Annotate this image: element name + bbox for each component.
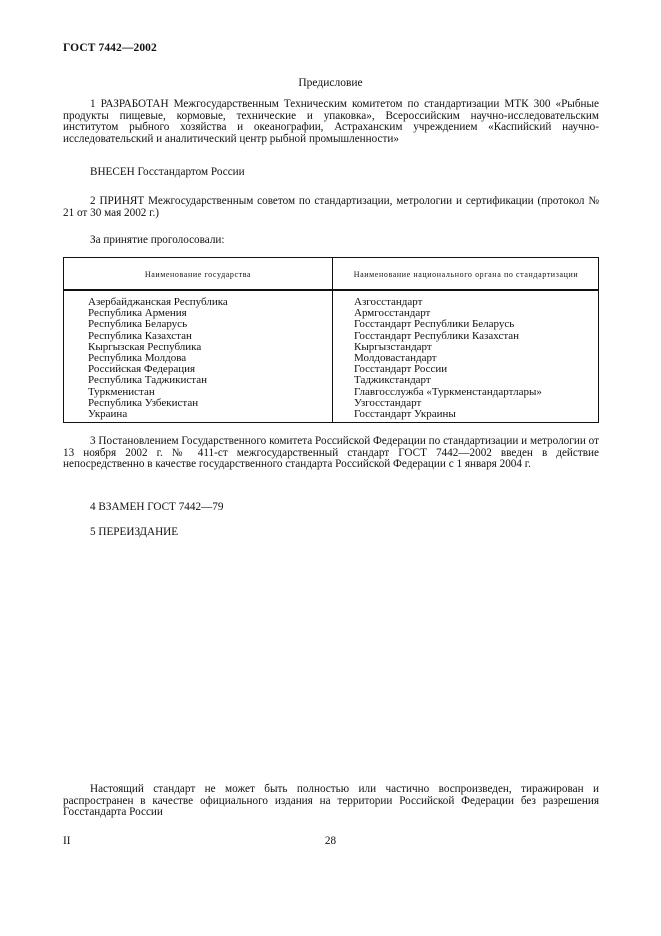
table-cell-state: Российская Федерация bbox=[88, 363, 196, 376]
page-title: Предисловие bbox=[298, 77, 363, 89]
table-cell-state: Республика Армения bbox=[88, 307, 187, 320]
table-cell-national-body: Главгосслужба «Туркменстандартлары» bbox=[354, 385, 542, 398]
paragraph-adopted bbox=[63, 196, 599, 219]
paragraph-adopted-text: 2 ПРИНЯТ Межгосударственным советом по стандартизации, метрологии и сертификации (протокол № 21 от 30 мая 2002 г.) bbox=[63, 195, 599, 219]
table-cell-national-body: Кыргызстандарт bbox=[354, 340, 432, 353]
table-cell-national-body: Азгосстандарт bbox=[354, 296, 423, 308]
paragraph-replaces: 4 ВЗАМЕН ГОСТ 7442—79 bbox=[90, 501, 224, 513]
paragraph-developed-text: 1 РАЗРАБОТАН Межгосударственным Техническим комитетом по стандартизации МТК 300 «Рыбные продукты пищевые, кормовые, технические и упаковка», Всероссийским научно-исследовательским институтом рыбного хозяйства и океанографии, Астраханским учреждением «Каспийский научно-исследовательский и аналитический центр рыбной промышленности» bbox=[63, 98, 599, 145]
national-body-column bbox=[354, 297, 542, 420]
paragraph-developed bbox=[63, 99, 599, 145]
paragraph-voted: За принятие проголосовали: bbox=[90, 234, 225, 246]
state-column bbox=[88, 297, 228, 420]
table-cell-national-body: Госстандарт Республики Казахстан bbox=[354, 329, 520, 342]
table-cell-state: Республика Узбекистан bbox=[88, 396, 199, 409]
table-cell-state: Азербайджанская Республика bbox=[88, 296, 228, 308]
paragraph-decree bbox=[63, 436, 599, 471]
document-code-header: ГОСТ 7442—2002 bbox=[63, 42, 157, 54]
table-cell-national-body: Таджикстандарт bbox=[354, 374, 431, 387]
table-header-national-body: Наименование национального органа по стандартизации bbox=[353, 270, 579, 279]
paragraph-reissue: 5 ПЕРЕИЗДАНИЕ bbox=[90, 526, 179, 538]
table-cell-state: Туркменистан bbox=[88, 385, 155, 398]
paragraph-copyright-text: Настоящий стандарт не может быть полностью или частично воспроизведен, тиражирован и распространен в качестве официального издания на территории Российской Федерации без разрешения Госстандарта России bbox=[63, 783, 599, 819]
table-cell-national-body: Молдовастандарт bbox=[354, 352, 437, 365]
table-cell-state: Украина bbox=[88, 408, 128, 421]
table-cell-national-body: Госстандарт России bbox=[354, 363, 448, 376]
table-cell-national-body: Госстандарт Республики Беларусь bbox=[354, 318, 515, 331]
table-header-state: Наименование государства bbox=[144, 270, 252, 279]
paragraph-copyright bbox=[63, 784, 599, 819]
table-cell-national-body: Армгосстандарт bbox=[354, 307, 431, 320]
table-cell-national-body: Узгосстандарт bbox=[354, 396, 422, 409]
footer-page-number: 28 bbox=[324, 835, 337, 847]
table-cell-state: Кыргызская Республика bbox=[88, 340, 202, 353]
table-cell-state: Республика Молдова bbox=[88, 352, 187, 365]
paragraph-introduced: ВНЕСЕН Госстандартом России bbox=[90, 166, 245, 178]
table-cell-state: Республика Казахстан bbox=[88, 329, 192, 342]
table-cell-national-body: Госстандарт Украины bbox=[354, 408, 456, 421]
voting-table bbox=[63, 257, 599, 423]
column-divider bbox=[332, 258, 333, 422]
footer-roman-page: II bbox=[63, 835, 71, 847]
table-cell-state: Республика Таджикистан bbox=[88, 374, 207, 387]
paragraph-decree-text: 3 Постановлением Государственного комитета Российской Федерации по стандартизации и метрологии от 13 ноября 2002 г. № 411-ст межгосударственный стандарт ГОСТ 7442—2002 введен в действие непосредственно в качестве государственного стандарта Российской Федерации с 1 января 2004 г. bbox=[63, 435, 599, 471]
table-cell-state: Республика Беларусь bbox=[88, 318, 188, 331]
header-divider bbox=[64, 289, 598, 291]
